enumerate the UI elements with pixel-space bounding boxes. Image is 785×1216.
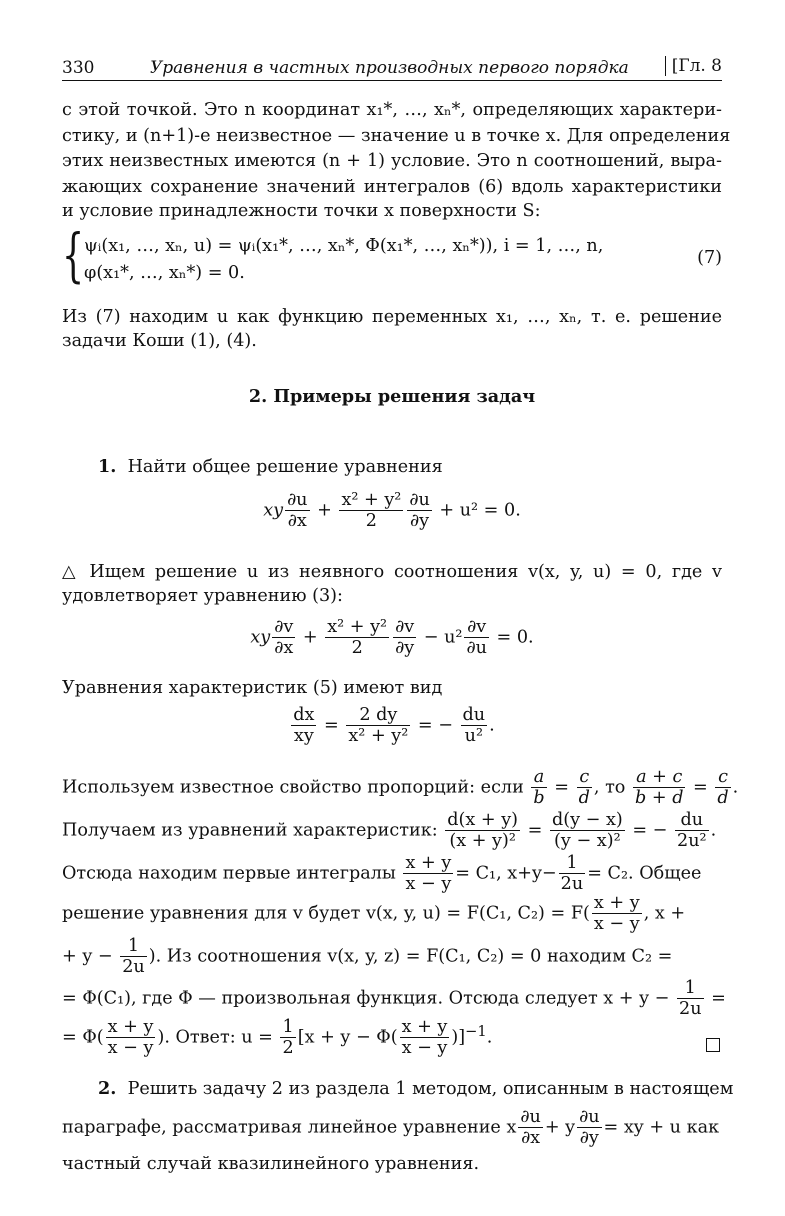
- text: = C₁, x+y−: [455, 863, 557, 884]
- text: = Φ: [62, 1027, 97, 1048]
- display-equation-1: [62, 490, 722, 531]
- text-line: задачи Коши (1), (4).: [62, 331, 257, 351]
- text-line: этих неизвестных имеются (n + 1) условие. Это n соотношений, выра-: [62, 151, 722, 171]
- fraction: $\frac{c}{d}$: [578, 767, 590, 809]
- fraction: $\frac{x + y}{x - y}$: [405, 853, 452, 895]
- fraction: $\frac{\partial v}{\partial x}$: [274, 617, 294, 659]
- text-line: Из (7) находим u как функцию переменных x₁, …, xₙ, т. е. решение: [62, 307, 722, 327]
- problem-text: Решить задачу 2 из раздела 1 методом, описанным в настоящем: [127, 1079, 734, 1099]
- text: Отсюда находим первые интегралы: [62, 863, 396, 884]
- text: . Из соотношения v(x, y, z) = F(C₁, C₂) = 0 находим C₂ =: [155, 946, 673, 967]
- text: = Φ(C₁), где Φ — произвольная функция. Отсюда следует x + y −: [62, 988, 670, 1009]
- text-line-general-solution: решение уравнения для v будет v(x, y, u) = F(C₁, C₂) = F( $\frac{x + y}{x - y}$ , x +: [62, 893, 686, 935]
- eq-op: +: [317, 500, 332, 521]
- display-equation-2: [62, 617, 722, 658]
- text: = xy + u как: [603, 1117, 720, 1138]
- eq-op: − u²: [423, 627, 463, 648]
- fraction: $\frac{1}{2u}$: [122, 936, 145, 978]
- eq-op: =: [324, 715, 339, 736]
- section-heading: 2. Примеры решения задач: [248, 386, 536, 407]
- text: , x +: [643, 903, 686, 924]
- text-line: удовлетворяет уравнению (3):: [62, 586, 343, 606]
- exponent: −1: [465, 1022, 487, 1040]
- system-equation-1: ψᵢ(x₁, …, xₙ, u) = ψᵢ(x₁*, …, xₙ*, Φ(x₁*, …, xₙ*)), i = 1, …, n,: [84, 236, 604, 256]
- eq-term: xy: [263, 500, 284, 521]
- eq-op: = −: [417, 715, 453, 736]
- problem-2-line-1: [98, 1078, 734, 1101]
- chapter-label: [Гл. 8: [665, 56, 722, 76]
- fraction: $\frac{\partial v}{\partial u}$: [466, 617, 487, 659]
- fraction: $\frac{\text{x² + y²}}{2}$: [327, 617, 388, 659]
- running-header: [62, 54, 722, 81]
- text: = C₂. Общее: [587, 863, 702, 884]
- fraction: $\frac{d(x + y)}{\text{(x + y)²}}$: [447, 810, 519, 852]
- text: Получаем из уравнений характеристик:: [62, 820, 438, 841]
- text-line: стику, и (n+1)-е неизвестное — значение u в точке x. Для определения: [62, 126, 731, 146]
- fraction: $\frac{\partial u}{\partial y}$: [579, 1107, 600, 1149]
- text-line: △ Ищем решение u из неявного соотношения v(x, y, u) = 0, где v: [62, 562, 722, 582]
- display-equation-3: [62, 705, 722, 746]
- text-line-proportion: Используем известное свойство пропорций: если $\frac{a}{b}$ = $\frac{c}{d}$ , то $\frac{a + c}{b + d}$ = $\frac{c}{d}$ .: [62, 767, 739, 809]
- text: . Ответ: u =: [164, 1027, 273, 1048]
- fraction: $\frac{\partial u}{\partial x}$: [520, 1107, 541, 1149]
- text: параграфе, рассматривая линейное уравнение x: [62, 1117, 517, 1138]
- fraction: $\frac{1}{2u}$: [679, 978, 702, 1020]
- text: + y: [544, 1117, 576, 1138]
- qed-square-icon: [706, 1038, 720, 1052]
- fraction: $\frac{c}{d}$: [717, 767, 729, 809]
- text-line: и условие принадлежности точки x поверхности S:: [62, 201, 541, 221]
- fraction: $\frac{1}{2}$: [282, 1017, 294, 1059]
- eq-tail: .: [489, 715, 495, 736]
- text: решение уравнения для v будет v(x, y, u) = F(C₁, C₂) = F: [62, 903, 584, 924]
- eq-tail: = 0.: [496, 627, 534, 648]
- text: =: [711, 988, 726, 1009]
- eq-op: +: [302, 627, 318, 648]
- fraction: $\frac{d(y - x)}{\text{(y − x)²}}$: [551, 810, 623, 852]
- problem-2-line-2: [62, 1107, 722, 1148]
- text-line-characteristics: Получаем из уравнений характеристик: $\frac{d(x + y)}{\text{(x + y)²}}$ = $\frac{d(y - x)}{\text{(y − x)²}}$ = − $\frac{du}{\text{2u²}}$ .: [62, 810, 717, 852]
- eq-tail: + u² = 0.: [439, 500, 521, 521]
- fraction: $\frac{\partial u}{\partial y}$: [409, 490, 430, 532]
- fraction: $\frac{a + c}{b + d}$: [635, 767, 684, 809]
- fraction: $\frac{\partial u}{\partial x}$: [287, 490, 308, 532]
- text-line-arbitrary-function: [62, 978, 726, 1020]
- problem-number: 2.: [98, 1078, 117, 1099]
- fraction: $\frac{du}{\text{2u²}}$: [677, 810, 707, 852]
- fraction: $\frac{\text{x² + y²}}{2}$: [341, 490, 402, 532]
- fraction: $\frac{x + y}{x - y}$: [401, 1017, 448, 1059]
- fraction: $\frac{x + y}{x - y}$: [107, 1017, 154, 1059]
- system-brace: {: [62, 221, 85, 289]
- problem-2-line-3: частный случай квазилинейного уравнения.: [62, 1154, 480, 1174]
- text-line: с этой точкой. Это n координат x₁*, …, xₙ*, определяющих характери-: [62, 100, 722, 120]
- fraction: $\frac{2 dy}{\text{x² + y²}}$: [348, 705, 409, 747]
- text-line-answer: = Φ( $\frac{x + y}{x - y}$ ). Ответ: u = $\frac{1}{2}$ [x + y − Φ( $\frac{x + y}{x - y}$ )]$^{-1}$.: [62, 1017, 493, 1059]
- text-line: Уравнения характеристик (5) имеют вид: [62, 678, 443, 698]
- system-equation-2: φ(x₁*, …, xₙ*) = 0.: [84, 263, 245, 283]
- text: Используем известное свойство пропорций: если: [62, 777, 524, 798]
- text: + y −: [62, 946, 113, 967]
- problem-text: Найти общее решение уравнения: [127, 457, 443, 477]
- book-page: [62, 0, 739, 1216]
- text-line: жающих сохранение значений интегралов (6) вдоль характеристики: [62, 177, 722, 197]
- page-number: 330: [62, 58, 95, 78]
- fraction: $\frac{1}{2u}$: [560, 853, 584, 895]
- text-line-relation: + y − $\frac{1}{2u}$ ). Из соотношения v(x, y, z) = F(C₁, C₂) = 0 находим C₂ =: [62, 936, 673, 978]
- problem-number: 1.: [98, 456, 117, 477]
- text-line-integrals: [62, 853, 722, 894]
- fraction: $\frac{a}{b}$: [533, 767, 545, 809]
- equation-number: (7): [697, 248, 722, 268]
- running-title: Уравнения в частных производных первого порядка: [150, 58, 629, 78]
- fraction: $\frac{x + y}{x - y}$: [593, 893, 640, 935]
- eq-term: xy: [250, 627, 271, 648]
- text: , то: [593, 777, 626, 798]
- text: x + y − Φ: [304, 1027, 391, 1048]
- fraction: $\frac{dx}{xy}$: [293, 705, 315, 747]
- problem-1-statement: [98, 456, 722, 479]
- fraction: $\frac{du}{\text{u²}}$: [462, 705, 486, 747]
- fraction: $\frac{\partial v}{\partial y}$: [395, 617, 415, 659]
